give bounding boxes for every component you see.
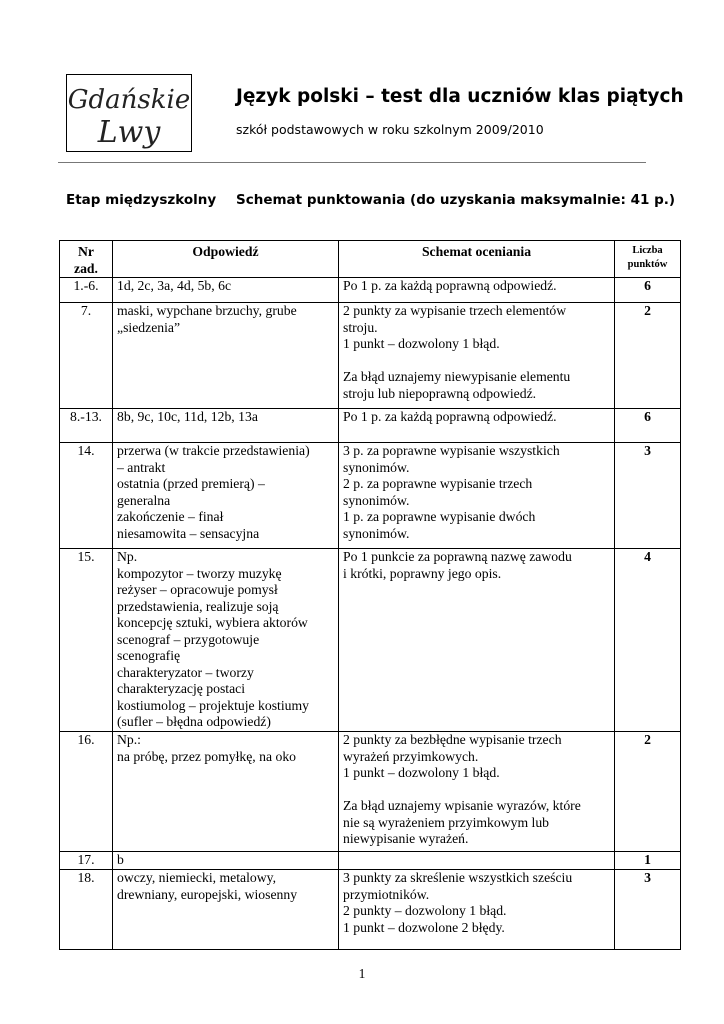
scheme-line: 2 punkty za wypisanie trzech elementów [343,303,567,318]
answer-line: koncepcję sztuki, wybiera aktorów [117,615,308,630]
answer-line: 8b, 9c, 10c, 11d, 12b, 13a [117,409,258,424]
scheme-line [343,353,610,370]
scheme-cell [339,278,615,303]
table-row [60,732,681,852]
gdanskie-lwy-logo [66,74,192,152]
table-row [60,409,681,443]
table-row [60,870,681,950]
table-body [60,278,681,950]
scheme-line: Za błąd uznajemy niewypisanie elementu [343,369,571,384]
task-number: 18. [60,870,113,950]
task-number: 1.-6. [60,278,113,303]
scheme-line: 1 p. za poprawne wypisanie dwóch [343,509,536,524]
table-row [60,303,681,409]
scheme-line: 2 punkty za bezbłędne wypisanie trzech [343,732,562,747]
points-cell: 2 [615,732,681,852]
scheme-line: niewypisanie wyrażeń. [343,831,469,846]
points-cell: 6 [615,278,681,303]
answer-line: owczy, niemiecki, metalowy, [117,870,276,885]
answer-cell [113,278,339,303]
answer-line: generalna [117,492,171,508]
answer-line: kostiumolog – projektuje kostiumy [117,697,309,713]
scheme-line: nie są wyrażeniem przyimkowym lub [343,814,550,830]
answer-cell [113,409,339,443]
stage-label: Etap międzyszkolny [66,192,217,208]
points-cell: 2 [615,303,681,409]
logo-graphic [67,75,191,151]
answer-line: reżyser – opracowuje pomysł [117,582,278,597]
answer-line: Np.: [117,732,141,747]
table-row [60,278,681,303]
header-divider [58,162,646,163]
scheme-cell [339,443,615,549]
scheme-line [343,782,610,799]
answer-line: – antrakt [117,459,166,475]
scheme-line: Po 1 p. za każdą poprawną odpowiedź. [343,278,557,293]
answer-line: zakończenie – finał [117,509,224,524]
answer-line: niesamowita – sensacyjna [117,525,260,541]
answer-line: charakteryzator – tworzy [117,664,254,680]
answer-line: 1d, 2c, 3a, 4d, 5b, 6c [117,278,232,293]
scheme-line: Po 1 p. za każdą poprawną odpowiedź. [343,409,557,424]
task-number: 14. [60,443,113,549]
scheme-line: stroju lub niepoprawną odpowiedź. [343,385,537,401]
table-row [60,852,681,870]
scheme-line: synonimów. [343,492,410,508]
scoring-table [59,240,681,950]
answer-line: przedstawienia, realizuje soją [117,598,279,614]
header-points-line2: punktów [627,259,668,270]
points-cell: 6 [615,409,681,443]
scheme-line: synonimów. [343,525,410,541]
scheme-line: synonimów. [343,459,410,475]
scheme-line: 2 punkty – dozwolony 1 błąd. [343,903,507,918]
scheme-line: 1 punkt – dozwolony 1 błąd. [343,765,500,780]
answer-line: drewniany, europejski, wiosenny [117,886,298,902]
scheme-line: 2 p. za poprawne wypisanie trzech [343,476,533,491]
answer-cell [113,443,339,549]
scheme-line: stroju. [343,319,378,335]
answer-cell [113,303,339,409]
scheme-cell [339,852,615,870]
scheme-cell [339,732,615,852]
scoring-scheme-title: Schemat punktowania (do uzyskania maksymalnie: 41 p.) [236,192,676,208]
answer-line: b [117,852,124,867]
scheme-line: 3 p. za poprawne wypisanie wszystkich [343,443,560,458]
answer-line: „siedzenia” [117,319,181,335]
points-cell: 4 [615,549,681,732]
header-nr-line1: Nr [78,244,94,259]
answer-cell [113,852,339,870]
points-cell: 3 [615,870,681,950]
answer-line: kompozytor – tworzy muzykę [117,565,282,581]
answer-line: Np. [117,549,138,564]
answer-line: przerwa (w trakcie przedstawienia) [117,443,310,458]
header-nr-line2: zad. [74,260,98,276]
table-row [60,443,681,549]
table-row [60,549,681,732]
document-subtitle: szkół podstawowych w roku szkolnym 2009/2010 [236,122,544,137]
answer-cell [113,870,339,950]
answer-line: maski, wypchane brzuchy, grube [117,303,297,318]
task-number: 16. [60,732,113,852]
scheme-line: Za błąd uznajemy wpisanie wyrazów, które [343,798,581,813]
logo-text-line1: Gdańskie [67,85,191,115]
document-title: Język polski – test dla uczniów klas piątych [236,86,684,107]
answer-cell [113,732,339,852]
header-answer: Odpowiedź [113,241,339,278]
answer-cell [113,549,339,732]
header-points-line1: Liczba [632,245,663,256]
header-nr [60,241,113,278]
scheme-line: Po 1 punkcie za poprawną nazwę zawodu [343,549,572,564]
scheme-cell [339,303,615,409]
task-number: 15. [60,549,113,732]
points-cell: 1 [615,852,681,870]
scheme-cell [339,549,615,732]
table-header-row [60,241,681,278]
scheme-line: 1 punkt – dozwolony 1 błąd. [343,336,500,351]
scheme-line: wyrażeń przyimkowych. [343,748,479,764]
points-cell: 3 [615,443,681,549]
scheme-cell [339,409,615,443]
header-points [615,241,681,278]
answer-line: charakteryzację postaci [117,681,246,696]
page-number: 1 [358,966,366,981]
header-scheme: Schemat oceniania [339,241,615,278]
answer-line: na próbę, przez pomyłkę, na oko [117,748,297,764]
scheme-line: i krótki, poprawny jego opis. [343,565,502,581]
scheme-line: 1 punkt – dozwolone 2 błędy. [343,919,505,935]
answer-line: (sufler – błędna odpowiedź) [117,714,271,729]
scheme-line: przymiotników. [343,886,430,902]
scheme-cell [339,870,615,950]
answer-line: ostatnia (przed premierą) – [117,476,265,491]
task-number: 7. [60,303,113,409]
answer-line: scenograf – przygotowuje [117,631,260,647]
scheme-line: 3 punkty za skreślenie wszystkich sześciu [343,870,573,885]
answer-line: scenografię [117,648,181,663]
task-number: 17. [60,852,113,870]
logo-text-line2: Lwy [97,115,161,150]
task-number: 8.-13. [60,409,113,443]
